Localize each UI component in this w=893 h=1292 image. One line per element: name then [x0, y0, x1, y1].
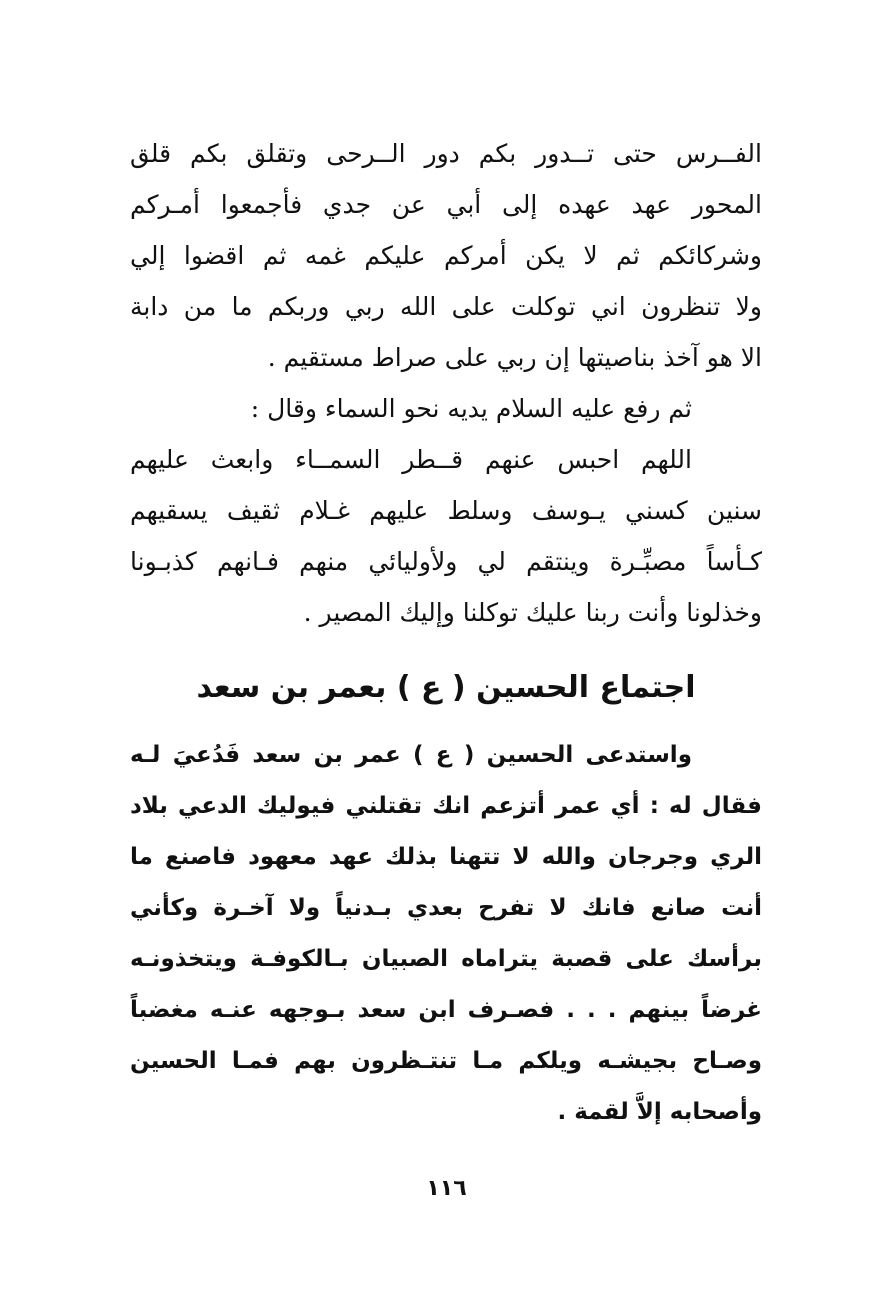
text-line: وشركائكم ثم لا يكن أمركم عليكم غمه ثم اقضوا إلي	[130, 241, 762, 270]
text-line: ولا تنظرون اني توكلت على الله ربي وربكم ما من دابة	[130, 292, 762, 321]
text-line: برأسك على قصبة يتراماه الصبيان بـالكوفـة ويتخذونـه	[130, 946, 762, 972]
paragraph-3	[130, 434, 762, 638]
text-line: وصـاح بجيشـه ويلكم مـا تنتـظرون بهم فمـا الحسين	[130, 1048, 762, 1074]
page-number: ١١٦	[426, 1176, 467, 1201]
text-line: واستدعى الحسين ( ع ) عمر بن سعد فَدُعيَ لـه	[130, 742, 692, 768]
text-line: ثم رفع عليه السلام يديه نحو السماء وقال :	[250, 394, 692, 423]
section-heading: اجتماع الحسين ( ع ) بعمر بن سعد	[196, 670, 696, 705]
text-line: كـأساً مصبِّـرة وينتقم لي ولأوليائي منهم فـانهم كذبـونا	[130, 547, 762, 576]
text-line: المحور عهد عهده إلى أبي عن جدي فأجمعوا أمـركم	[130, 190, 762, 219]
paragraph-4	[130, 730, 762, 1138]
text-line: وخذلونا وأنت ربنا عليك توكلنا وإليك المصير .	[303, 598, 762, 627]
text-line: الفــرس حتى تــدور بكم دور الــرحى وتقلق بكم قلق	[130, 139, 762, 168]
text-line: غرضاً بينهم . . . فصـرف ابن سعد بـوجهه عنـه مغضباً	[130, 997, 762, 1023]
text-line: فقال له : أي عمر أتزعم انك تقتلني فيوليك الدعي بلاد	[130, 793, 762, 819]
paragraph-1	[130, 128, 762, 383]
text-line: اللهم احبس عنهم قــطر السمــاء وابعث عليهم	[130, 445, 692, 474]
text-line: الري وجرجان والله لا تتهنا بذلك عهد معهود فاصنع ما	[130, 844, 762, 870]
text-line: الا هو آخذ بناصيتها إن ربي على صراط مستقيم .	[267, 343, 762, 372]
text-line: سنين كسني يـوسف وسلط عليهم غـلام ثقيف يسقيهم	[130, 496, 762, 525]
paragraph-2	[130, 383, 762, 434]
text-line: وأصحابه إلاَّ لقمة .	[557, 1099, 762, 1125]
text-line: أنت صانع فانك لا تفرح بعدي بـدنياً ولا آخـرة وكأني	[130, 895, 762, 921]
page-body	[130, 128, 762, 1138]
